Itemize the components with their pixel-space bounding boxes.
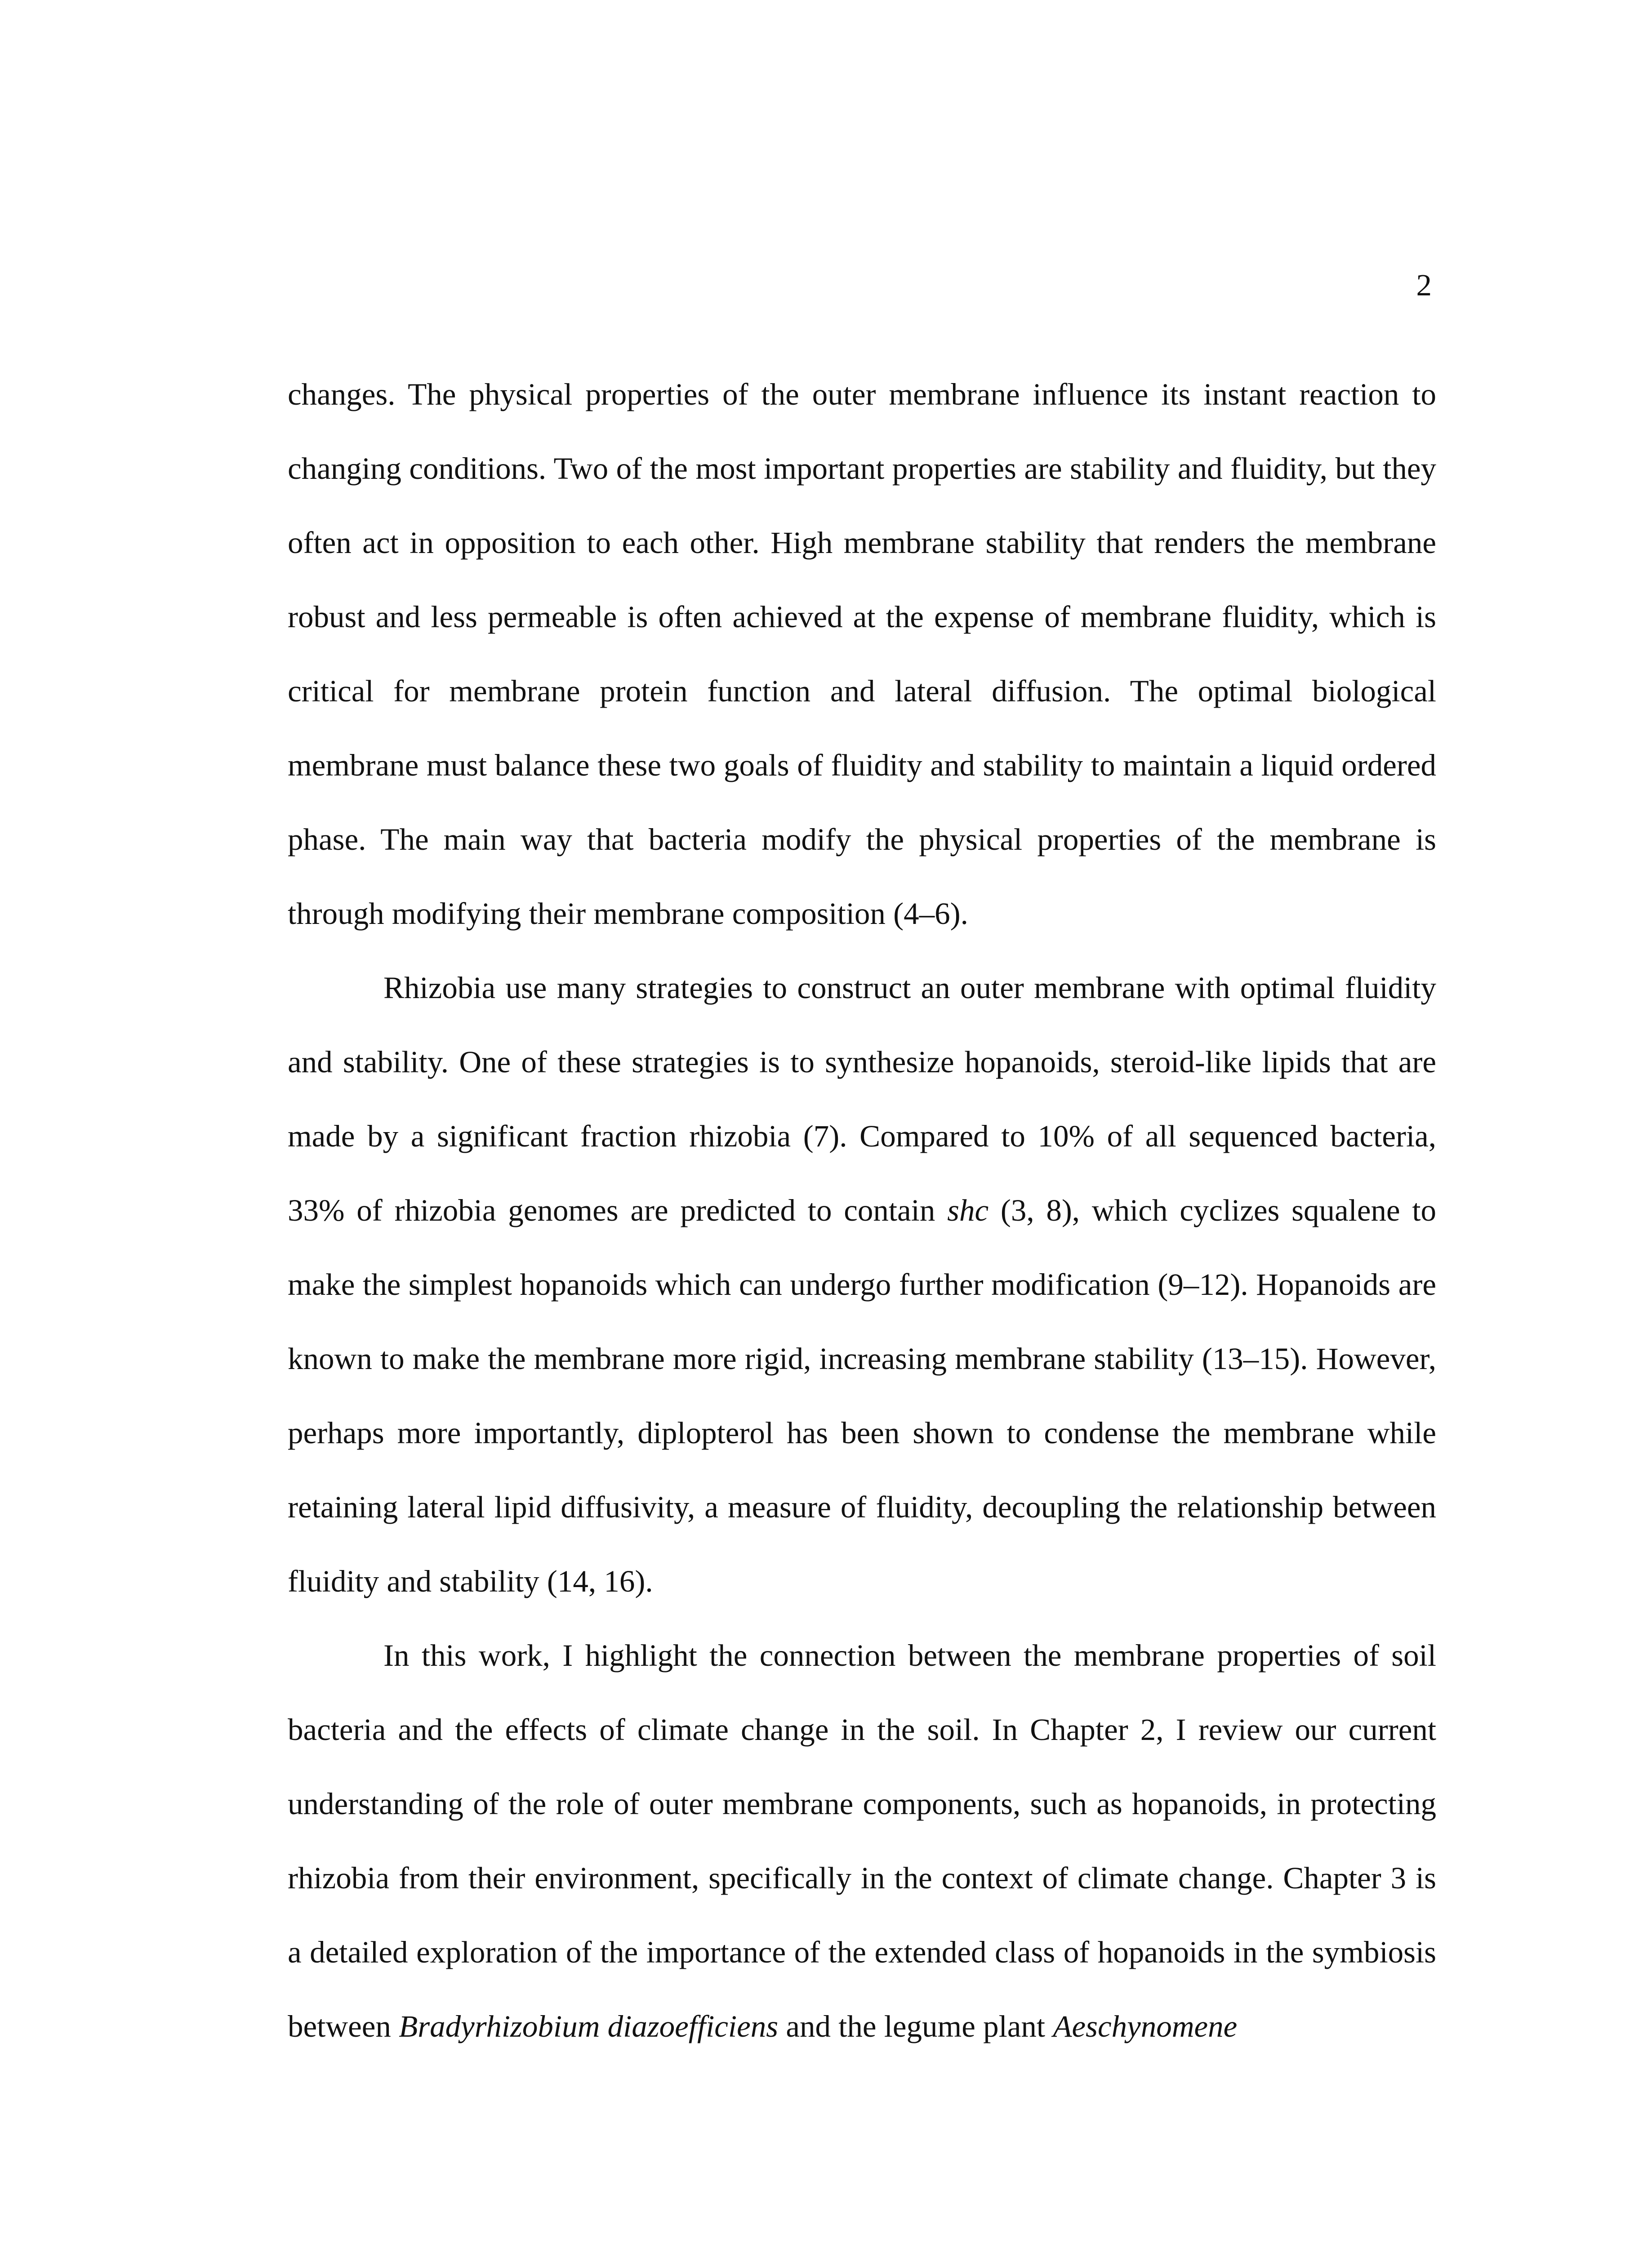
paragraph [288,357,1436,951]
italic-text: shc [947,1193,989,1227]
text-run: (3, 8), which cyclizes squalene to make the simplest hopanoids which can undergo further modification (9–12). Hopanoids are known to make the membrane more rigid, increasing membrane stability (13–15). However, perhaps more importantly, diplopterol has been shown to condense the membrane while retaining lateral lipid diffusivity, a measure of fluidity, decoupling the relationship between fluidity and stability (14, 16). [288,1193,1436,1598]
text-run: and the legume plant [778,2009,1053,2043]
text-run: Rhizobia use many strategies to construct an outer membrane with optimal fluidity and stability. One of these strategies is to synthesize hopanoids, steroid-like lipids that are made by a significant fraction rhizobia (7). Compared to 10% of all sequenced bacteria, 33% of rhizobia genomes are predicted to contain [288,971,1436,1227]
italic-text: Bradyrhizobium diazoefficiens [399,2009,779,2043]
page-number: 2 [1416,268,1432,302]
paragraph [288,1619,1436,2064]
text-run: In this work, I highlight the connection between the membrane properties of soil bacteria and the effects of climate change in the soil. In Chapter 2, I review our current understanding of the role of outer membrane components, such as hopanoids, in protecting rhizobia from their environment, specifically in the context of climate change. Chapter 3 is a detailed exploration of the importance of the extended class of hopanoids in the symbiosis between [288,1638,1436,2043]
italic-text: Aeschynomene [1053,2009,1238,2043]
text-run: changes. The physical properties of the outer membrane influence its instant reaction to changing conditions. Two of the most important properties are stability and fluidity, but they often act in opposition to each other. High membrane stability that renders the membrane robust and less permeable is often achieved at the expense of membrane fluidity, which is critical for membrane protein function and lateral diffusion. The optimal biological membrane must balance these two goals of fluidity and stability to maintain a liquid ordered phase. The main way that bacteria modify the physical properties of the membrane is through modifying their membrane composition (4–6). [288,377,1436,931]
paragraph [288,951,1436,1619]
body-text [288,357,1436,2064]
